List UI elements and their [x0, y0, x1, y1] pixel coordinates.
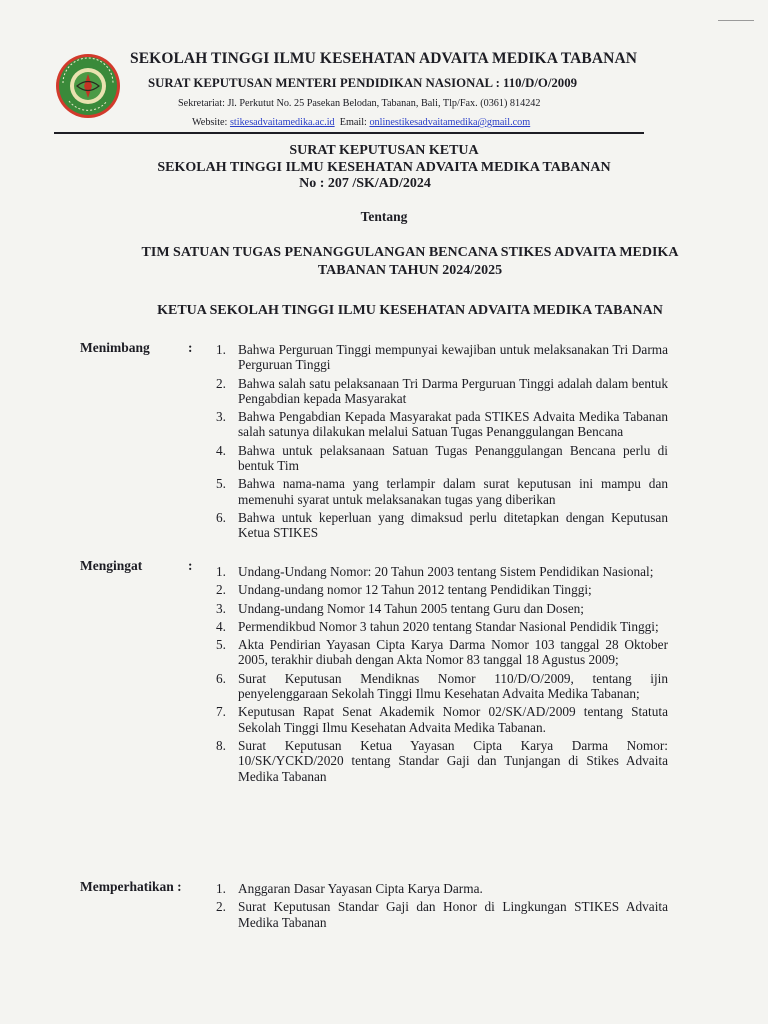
list-item	[216, 582, 668, 598]
item-number: 8.	[216, 737, 226, 753]
item-number: 1.	[216, 564, 226, 579]
list-item	[216, 375, 668, 407]
mengingat-colon: :	[188, 558, 193, 573]
item-number: 5.	[216, 476, 226, 492]
item-text: Surat Keputusan Ketua Yayasan Cipta Karya Darma Nomor: 10/SK/YCKD/2020 tentang Standar Gaji dan Tunjangan di Stikes Advaita Medika Tabanan	[238, 737, 668, 784]
list-item	[216, 600, 668, 616]
list-item	[216, 670, 668, 702]
list-item	[216, 737, 668, 784]
item-number: 2.	[216, 375, 226, 391]
item-number: 2.	[216, 899, 226, 915]
item-text: Anggaran Dasar Yayasan Cipta Karya Darma.	[238, 881, 483, 896]
memperhatikan-label: Memperhatikan :	[80, 879, 182, 894]
list-item	[216, 704, 668, 735]
item-text: Akta Pendirian Yayasan Cipta Karya Darma Nomor 103 tanggal 28 Oktober 2005, terakhir diubah dengan Akta Nomor 83 tanggal 18 Agustus 2009;	[238, 637, 668, 668]
list-item	[216, 564, 668, 579]
item-number: 1.	[216, 342, 226, 357]
email-label: Email:	[339, 117, 367, 128]
item-text: Surat Keputusan Standar Gaji dan Honor di Lingkungan STIKES Advaita Medika Tabanan	[238, 899, 668, 930]
item-text: Undang-undang nomor 12 Tahun 2012 tentang Pendidikan Tinggi;	[238, 582, 592, 598]
website-link[interactable]: stikesadvaitamedika.ac.id	[229, 117, 335, 128]
item-text: Bahwa untuk pelaksanaan Satuan Tugas Penanggulangan Bencana perlu di bentuk Tim	[238, 442, 668, 474]
email-link[interactable]: onlinestikesadvaitamedika@gmail.com	[369, 117, 531, 128]
mengingat-label: Mengingat	[80, 558, 143, 573]
decree-number: No : 207 /SK/AD/2024	[299, 176, 431, 191]
item-text: Bahwa Perguruan Tinggi mempunyai kewajiban untuk melaksanakan Tri Darma Perguruan Tinggi	[238, 342, 668, 373]
menimbang-label: Menimbang	[80, 340, 150, 355]
item-number: 2.	[216, 582, 226, 598]
item-text: Keputusan Rapat Senat Akademik Nomor 02/SK/AD/2009 tentang Statuta Sekolah Tinggi Ilmu Kesehatan Advaita Medika Tabanan.	[238, 704, 668, 735]
list-item	[216, 342, 668, 373]
stikes-logo-icon	[55, 53, 121, 119]
item-text: Bahwa untuk keperluan yang dimaksud perlu ditetapkan dengan Keputusan Ketua STIKES	[238, 509, 668, 541]
decree-subject: TIM SATUAN TUGAS PENANGGULANGAN BENCANA STIKES ADVAITA MEDIKA TABANAN TAHUN 2024/2025	[141, 245, 679, 278]
memperhatikan-list	[216, 881, 668, 933]
item-number: 6.	[216, 670, 226, 686]
item-number: 7.	[216, 704, 226, 720]
item-text: Permendikbud Nomor 3 tahun 2020 tentang Standar Nasional Pendidik Tinggi;	[238, 618, 659, 634]
about-heading: Tentang	[360, 209, 408, 224]
item-text: Bahwa nama-nama yang terlampir dalam surat keputusan ini mampu dan memenuhi syarat untuk melaksanakan tugas yang diberikan	[238, 476, 668, 507]
item-text: Undang-undang Nomor 14 Tahun 2005 tentang Guru dan Dosen;	[238, 600, 584, 616]
address: Sekretariat: Jl. Perkutut No. 25 Pasekan Belodan, Tabanan, Bali, Tlp/Fax. (0361) 814242	[178, 98, 541, 109]
scan-mark	[718, 20, 754, 21]
item-number: 1.	[216, 881, 226, 896]
item-number: 6.	[216, 509, 226, 525]
list-item	[216, 409, 668, 440]
item-text: Surat Keputusan Mendiknas Nomor 110/D/O/2009, tentang ijin penyelenggaraan Sekolah Tinggi Ilmu Kesehatan Advaita Medika Tabanan;	[238, 670, 668, 702]
item-number: 3.	[216, 600, 226, 616]
contact-line	[192, 117, 530, 128]
menimbang-colon: :	[188, 340, 193, 355]
mengingat-list	[216, 564, 668, 787]
list-item	[216, 442, 668, 474]
institution-name: SEKOLAH TINGGI ILMU KESEHATAN ADVAITA MEDIKA TABANAN	[130, 50, 638, 67]
item-number: 4.	[216, 442, 226, 458]
menimbang-list	[216, 342, 668, 544]
list-item	[216, 509, 668, 541]
item-number: 4.	[216, 618, 226, 634]
list-item	[216, 881, 668, 896]
list-item	[216, 637, 668, 668]
item-text: Bahwa salah satu pelaksanaan Tri Darma Perguruan Tinggi adalah dalam bentuk Pengabdian kepada Masyarakat	[238, 375, 668, 406]
item-number: 5.	[216, 637, 226, 653]
ministry-decree: SURAT KEPUTUSAN MENTERI PENDIDIKAN NASIONAL : 110/D/O/2009	[148, 76, 577, 90]
decree-institution: SEKOLAH TINGGI ILMU KESEHATAN ADVAITA MEDIKA TABANAN	[157, 160, 611, 175]
decree-issuer: KETUA SEKOLAH TINGGI ILMU KESEHATAN ADVAITA MEDIKA TABANAN	[157, 303, 663, 318]
item-text: Undang-Undang Nomor: 20 Tahun 2003 tentang Sistem Pendidikan Nasional;	[238, 564, 654, 579]
list-item	[216, 899, 668, 930]
list-item	[216, 476, 668, 507]
list-item	[216, 618, 668, 634]
item-number: 3.	[216, 409, 226, 425]
letterhead-divider	[54, 132, 644, 134]
decree-title: SURAT KEPUTUSAN KETUA	[289, 143, 479, 158]
website-label: Website:	[192, 117, 228, 128]
item-text: Bahwa Pengabdian Kepada Masyarakat pada STIKES Advaita Medika Tabanan salah satunya dilakukan melalui Satuan Tugas Penanggulangan Bencana	[238, 409, 668, 440]
